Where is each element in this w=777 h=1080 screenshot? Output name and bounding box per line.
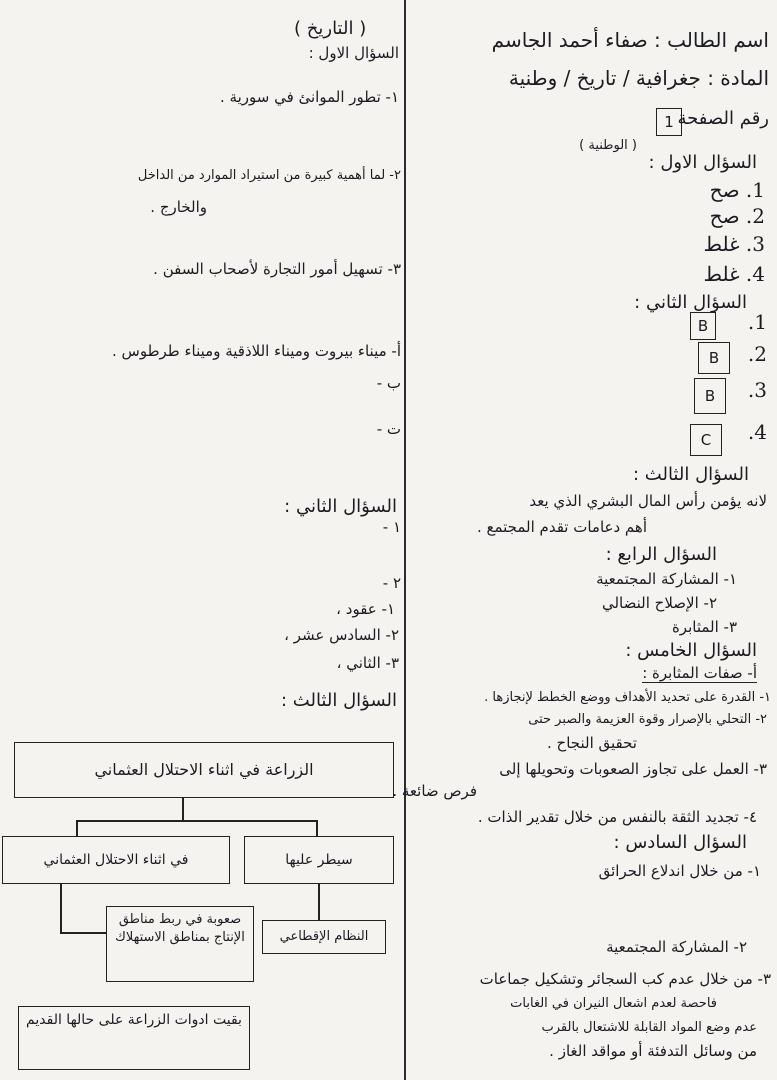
q6-line: من وسائل التدفئة أو مواقد الغاز .	[549, 1042, 757, 1060]
q2-answer-box	[698, 342, 730, 374]
q2-answer-letter: C	[700, 431, 712, 449]
q5-line: ١- القدرة على تحديد الأهداف ووضع الخطط لإنجازها .	[484, 690, 771, 705]
left-q2-line: ٢- السادس عشر ،	[284, 626, 399, 644]
student-name: اسم الطالب : صفاء أحمد الجاسم	[491, 28, 769, 52]
left-q1-line: ب -	[376, 374, 401, 392]
history-title: ( التاريخ )	[294, 18, 367, 39]
left-q1-line: والخارج .	[150, 198, 207, 216]
diagram-bottom-node: بقيت ادوات الزراعة على حالها القديم	[18, 1006, 250, 1070]
q6-line: عدم وضع المواد القابلة للاشتعال بالقرب	[541, 1020, 757, 1035]
q2-answer-number: 4.	[747, 420, 767, 444]
q6-title: السؤال السادس :	[613, 832, 747, 853]
diagram-right-branch: سيطر عليها	[244, 836, 394, 884]
left-q2-line: ١ -	[382, 518, 401, 536]
q2-answer-number: 2.	[747, 342, 767, 366]
q1-answer: 4. غلط	[703, 262, 765, 286]
left-q1-line: ٣- تسهيل أمور التجارة لأصحاب السفن .	[153, 260, 401, 278]
left-q1-line: ١- تطور الموانئ في سورية .	[219, 88, 399, 106]
q3-title: السؤال الثالث :	[633, 464, 749, 485]
diagram-connector	[316, 820, 318, 836]
q2-answer-number: 3.	[747, 378, 767, 402]
section-national: ( الوطنية )	[579, 138, 637, 153]
q2-answer-number: 1.	[747, 310, 767, 334]
q3-line: أهم دعامات تقدم المجتمع .	[476, 518, 647, 536]
q2-answer-letter: B	[697, 317, 709, 335]
left-q3-title: السؤال الثالث :	[281, 690, 397, 711]
diagram-root: الزراعة في اثناء الاحتلال العثماني	[14, 742, 394, 798]
q1-answer: 3. غلط	[703, 232, 765, 256]
diagram-connector	[318, 884, 320, 920]
left-q1-title: السؤال الاول :	[308, 44, 399, 62]
q5-line: ٣- العمل على تجاوز الصعوبات وتحويلها إلى	[499, 760, 767, 778]
q2-answer-box	[694, 378, 726, 414]
column-divider	[404, 0, 406, 1080]
diagram-connector	[76, 820, 78, 836]
q2-answer-box	[690, 312, 716, 340]
q1-answer: 1. صح	[709, 178, 765, 202]
q3-line: لانه يؤمن رأس المال البشري الذي يعد	[529, 492, 767, 510]
diagram-connector	[60, 884, 62, 932]
q6-line: فاحصة لعدم اشعال النيران في الغابات	[510, 996, 717, 1011]
left-q2-title: السؤال الثاني :	[284, 496, 397, 517]
left-q1-line: أ- ميناء بيروت وميناء اللاذقية وميناء طرطوس .	[111, 342, 401, 360]
q4-line: ١- المشاركة المجتمعية	[596, 570, 737, 588]
q2-answer-letter: B	[704, 387, 716, 405]
q5-line: فرص ضائعة .	[392, 782, 477, 800]
q5-title: السؤال الخامس :	[625, 640, 757, 661]
left-q2-line: ٣- الثاني ،	[336, 654, 399, 672]
q2-answer-letter: B	[708, 349, 720, 367]
q5-line: ٤- تجديد الثقة بالنفس من خلال تقدير الذات .	[477, 808, 757, 826]
q6-line: ١- من خلال اندلاع الحرائق	[598, 862, 761, 880]
diagram-connector	[60, 932, 106, 934]
subject-line: المادة : جغرافية / تاريخ / وطنية	[508, 66, 769, 90]
page-number: 1	[664, 113, 674, 131]
q4-line: ٣- المثابرة	[671, 618, 737, 636]
left-q2-line: ٢ -	[382, 574, 401, 592]
q2-title: السؤال الثاني :	[634, 292, 747, 313]
diagram-connector	[182, 798, 184, 820]
page-number-box	[656, 108, 682, 136]
q5-line: ٢- التحلي بالإصرار وقوة العزيمة والصبر حتى	[528, 712, 767, 727]
page-number-label: رقم الصفحة	[677, 108, 769, 129]
left-q1-line: ٢- لما أهمية كبيرة من استيراد الموارد من الداخل	[137, 168, 401, 183]
q4-line: ٢- الإصلاح النضالي	[601, 594, 717, 612]
q1-title: السؤال الاول :	[648, 152, 757, 173]
q5-line: تحقيق النجاح .	[547, 734, 637, 752]
q6-line: ٣- من خلال عدم كب السجائر وتشكيل جماعات	[479, 970, 771, 988]
diagram-left-branch: في اثناء الاحتلال العثماني	[2, 836, 230, 884]
q4-title: السؤال الرابع :	[605, 544, 717, 565]
diagram-connector	[76, 820, 316, 822]
left-q2-line: ١- عقود ،	[336, 600, 395, 618]
q5-line: أ- صفات المثابرة :	[642, 664, 757, 682]
diagram-left-child: صعوبة في ربط مناطق الإنتاج بمناطق الاستهلاك	[106, 906, 254, 982]
left-q1-line: ت -	[376, 420, 401, 438]
diagram-right-child: النظام الإقطاعي	[262, 920, 386, 954]
q2-answer-box	[690, 424, 722, 456]
q1-answer: 2. صح	[709, 204, 765, 228]
q6-line: ٢- المشاركة المجتمعية	[606, 938, 747, 956]
